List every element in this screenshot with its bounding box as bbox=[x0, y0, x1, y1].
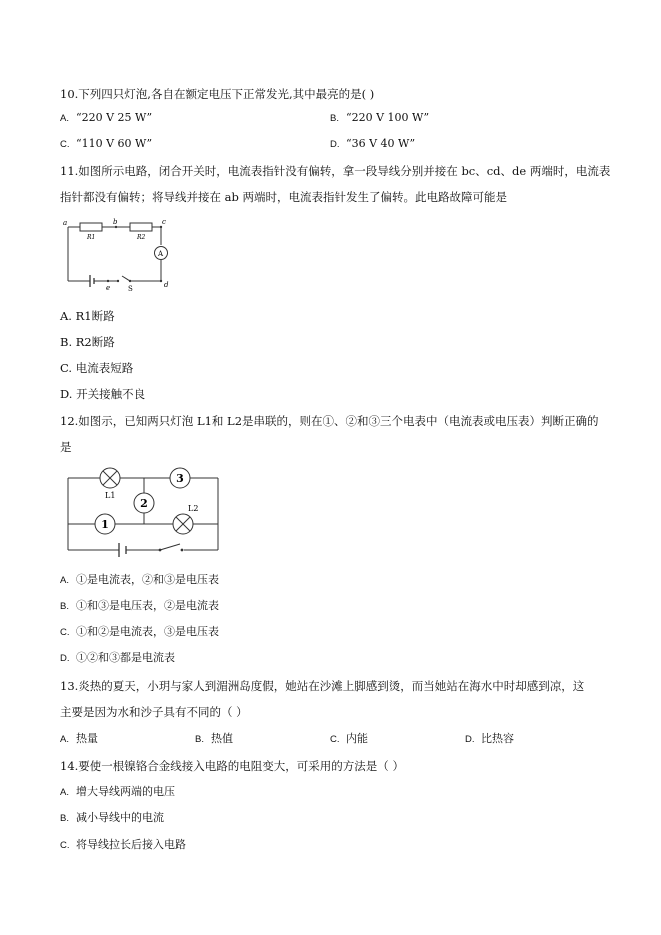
q13-option-c: C. 内能 bbox=[330, 732, 368, 745]
q14-stem: 14.要使一根镍铬合金线接入电路的电阻变大，可采用的方法是（ ） bbox=[60, 759, 404, 773]
q10-option-a: A. “220 V 25 W” bbox=[60, 111, 153, 124]
switch-s-label: S bbox=[128, 285, 133, 293]
q12-stem-line2: 是 bbox=[60, 440, 72, 454]
q13-stem-line2: 主要是因为水和沙子具有不同的（ ） bbox=[60, 705, 248, 719]
lamp-l2-label: L2 bbox=[188, 504, 199, 513]
meter-1-label: 1 bbox=[101, 518, 109, 531]
q11-circuit-diagram bbox=[60, 213, 180, 293]
q11-stem-line1: 11.如图所示电路，闭合开关时，电流表指针没有偏转，拿一段导线分别并接在 bc、cd、de 两端时，电流表 bbox=[60, 164, 611, 178]
lamp-l1-label: L1 bbox=[105, 491, 116, 500]
meter-3-label: 3 bbox=[176, 472, 184, 485]
q12-option-a: A. ①是电流表，②和③是电压表 bbox=[60, 573, 219, 586]
q12-circuit-diagram bbox=[64, 464, 224, 558]
q13-option-b: B. 热值 bbox=[195, 732, 233, 745]
q11-option-b: B. R2断路 bbox=[60, 335, 115, 349]
q12-option-d: D. ①②和③都是电流表 bbox=[60, 651, 175, 664]
node-c-label: c bbox=[162, 218, 166, 226]
q12-option-b: B. ①和③是电压表，②是电流表 bbox=[60, 599, 219, 612]
resistor-r1-label: R1 bbox=[87, 234, 96, 241]
q11-option-c: C. 电流表短路 bbox=[60, 361, 134, 375]
meter-2-label: 2 bbox=[140, 497, 148, 510]
node-d-label: d bbox=[164, 281, 169, 289]
q11-stem-line2: 指针都没有偏转；将导线并接在 ab 两端时，电流表指针发生了偏转。此电路故障可能是 bbox=[60, 190, 508, 204]
q10-option-b: B. “220 V 100 W” bbox=[330, 111, 430, 124]
q14-option-b: B. 减小导线中的电流 bbox=[60, 811, 164, 824]
q11-option-d: D. 开关接触不良 bbox=[60, 387, 146, 401]
q13-stem-line1: 13.炎热的夏天，小玥与家人到湄洲岛度假，她站在沙滩上脚感到烫，而当她站在海水中时却感到凉，这 bbox=[60, 679, 585, 693]
q14-option-a: A. 增大导线两端的电压 bbox=[60, 785, 175, 798]
q12-option-c: C. ①和②是电流表，③是电压表 bbox=[60, 625, 219, 638]
resistor-r2-label: R2 bbox=[137, 234, 146, 241]
q10-option-c: C. “110 V 60 W” bbox=[60, 137, 153, 150]
q11-option-a: A. R1断路 bbox=[60, 309, 115, 323]
q13-option-a: A. 热量 bbox=[60, 732, 98, 745]
q10-option-d: D. “36 V 40 W” bbox=[330, 137, 416, 150]
q12-stem-line1: 12.如图示，已知两只灯泡 L1和 L2是串联的，则在①、②和③三个电表中（电流表或电压表）判断正确的 bbox=[60, 414, 599, 428]
node-a-label: a bbox=[63, 219, 68, 227]
q13-option-d: D. 比热容 bbox=[465, 732, 514, 745]
node-e-label: e bbox=[106, 284, 111, 292]
q10-stem: 10.下列四只灯泡,各自在额定电压下正常发光,其中最亮的是( ) bbox=[60, 87, 375, 101]
q14-option-c: C. 将导线拉长后接入电路 bbox=[60, 838, 186, 851]
node-b-label: b bbox=[113, 218, 118, 226]
ammeter-label: A bbox=[158, 250, 164, 258]
